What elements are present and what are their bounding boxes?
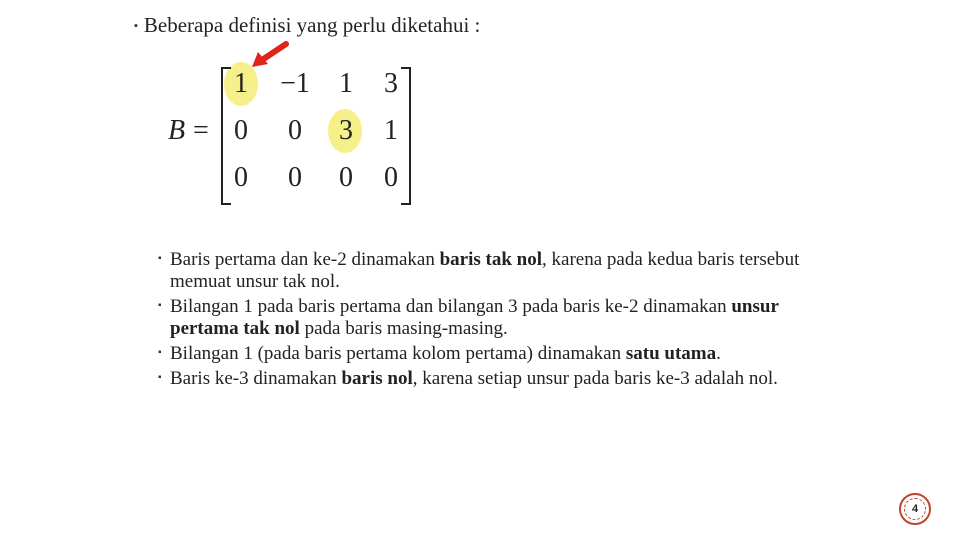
slide-heading	[134, 12, 480, 39]
heading-text: Beberapa definisi yang perlu diketahui :	[143, 13, 481, 37]
item-text: Bilangan 1 pada baris pertama dan bilangan 3 pada baris ke-2 dinamakan	[170, 296, 732, 317]
item-text: , karena pada kedua baris tersebut memuat unsur tak nol.	[170, 249, 800, 292]
item-text: .	[716, 343, 721, 364]
matrix-label: B	[168, 115, 186, 146]
matrix-cell: 1	[339, 68, 353, 99]
page-number: 4	[904, 498, 926, 520]
matrix-cell: 0	[384, 162, 398, 193]
list-item	[158, 296, 838, 340]
list-item	[158, 249, 838, 293]
list-item	[158, 343, 838, 365]
item-text: Baris pertama dan ke-2 dinamakan	[170, 249, 440, 270]
matrix-cell: 0	[234, 162, 248, 193]
page-number-badge	[899, 493, 931, 525]
item-term: baris tak nol	[439, 249, 543, 270]
heading-bullet-icon: ▪	[134, 20, 138, 32]
definition-list	[158, 249, 838, 393]
item-term: baris nol	[341, 368, 413, 389]
bullet-icon: ▪	[158, 372, 162, 383]
item-text: , karena setiap unsur pada baris ke-3 adalah nol.	[412, 368, 778, 389]
item-text: pada baris masing-masing.	[299, 318, 508, 339]
matrix-cell: 3	[339, 115, 353, 146]
matrix-b	[168, 62, 418, 204]
item-term: unsur pertama tak nol	[170, 296, 779, 339]
matrix-cell: 0	[288, 115, 302, 146]
matrix-cell: 1	[384, 115, 398, 146]
matrix-equals: =	[193, 115, 209, 146]
matrix-cell: 1	[234, 68, 248, 99]
matrix-cell: 3	[384, 68, 398, 99]
matrix-cell: −1	[280, 68, 310, 99]
item-text: Baris ke-3 dinamakan	[170, 368, 342, 389]
item-text: Bilangan 1 (pada baris pertama kolom pertama) dinamakan	[170, 343, 626, 364]
item-term: satu utama	[625, 343, 717, 364]
matrix-cell: 0	[288, 162, 302, 193]
list-item	[158, 368, 838, 390]
bullet-icon: ▪	[158, 347, 162, 358]
bullet-icon: ▪	[158, 300, 162, 311]
matrix-cell: 0	[339, 162, 353, 193]
bullet-icon: ▪	[158, 253, 162, 264]
matrix-cell: 0	[234, 115, 248, 146]
